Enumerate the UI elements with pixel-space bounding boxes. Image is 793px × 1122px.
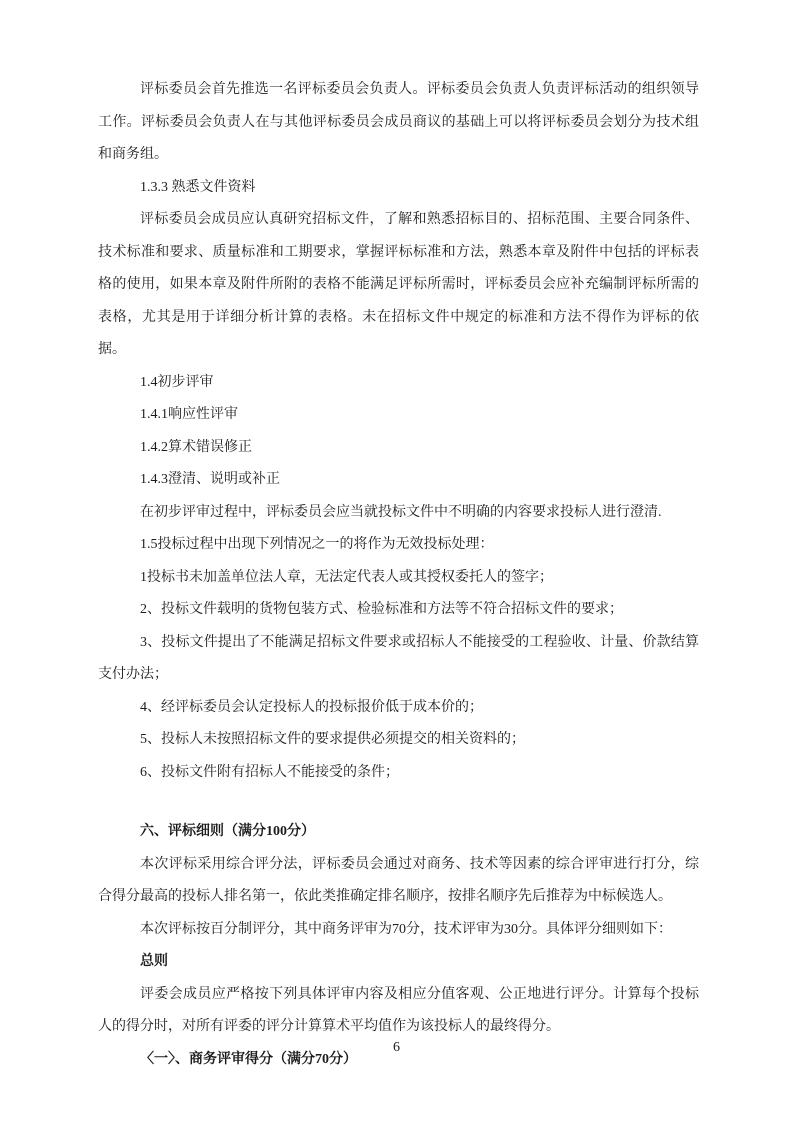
paragraph: 1.5投标过程中出现下列情况之一的将作为无效投标处理： <box>140 537 494 552</box>
paragraph: 评标委员会首先推选一名评标委员会负责人。评标委员会负责人负责评标活动的组织领导工作。评标委员会负责人在与其他评标委员会成员商议的基础上可以将评标委员会划分为技术组和商务组。 <box>98 82 699 162</box>
paragraph: 1.3.3 熟悉文件资料 <box>140 179 256 195</box>
paragraph: 评标委员会成员应认真研究招标文件，了解和熟悉招标目的、招标范围、主要合同条件、技术标准和要求、质量标准和工期要求，掌握评标标准和方法，熟悉本章及附件中包括的评标表格的使用，如果本章及附件所附的表格不能满足评标所需时，评标委员会应补充编制评标所需的表格，尤其是用于详细分析计算的表格。未在招标文件中规定的标准和方法不得作为评标的依据。 <box>98 212 699 357</box>
paragraph: 2、投标文件载明的货物包装方式、检验标准和方法等不符合招标文件的要求； <box>140 602 623 617</box>
paragraph: 本次评标按百分制评分，其中商务评审为70分，技术评审为30分。具体评分细则如下： <box>140 921 672 937</box>
paragraph: 六、评标细则（满分100分） <box>140 824 315 839</box>
paragraph: 1.4.3澄清、说明或补正 <box>140 472 280 487</box>
page-number: 6 <box>393 1040 400 1055</box>
paragraph: 1.4初步评审 <box>140 374 214 390</box>
paragraph: 在初步评审过程中，评标委员会应当就投标文件中不明确的内容要求投标人进行澄清. <box>140 504 662 520</box>
paragraph: 1.4.1响应性评审 <box>140 407 238 422</box>
paragraph: 1.4.2算术错误修正 <box>140 439 252 455</box>
paragraph: 总则 <box>140 954 168 969</box>
document-body <box>98 74 699 1076</box>
paragraph: 4、经评标委员会认定投标人的投标报价低于成本价的； <box>140 699 483 715</box>
paragraph: 〈一〉、商务评审得分（满分70分） <box>140 1051 357 1067</box>
paragraph: 本次评标采用综合评分法，评标委员会通过对商务、技术等因素的综合评审进行打分，综合得分最高的投标人排名第一，依此类推确定排名顺序，按排名顺序先后推荐为中标候选人。 <box>98 856 699 904</box>
paragraph: 1投标书未加盖单位法人章，无法定代表人或其授权委托人的签字； <box>140 569 553 585</box>
paragraph: 5、投标人未按照招标文件的要求提供必须提交的相关资料的； <box>140 732 525 747</box>
paragraph: 3、投标文件提出了不能满足招标文件要求或招标人不能接受的工程验收、计量、价款结算支付办法； <box>98 634 699 682</box>
paragraph: 评委会成员应严格按下列具体评审内容及相应分值客观、公正地进行评分。计算每个投标人的得分时，对所有评委的评分计算算术平均值作为该投标人的最终得分。 <box>98 986 699 1034</box>
paragraph: 6、投标文件附有招标人不能接受的条件； <box>140 764 399 780</box>
